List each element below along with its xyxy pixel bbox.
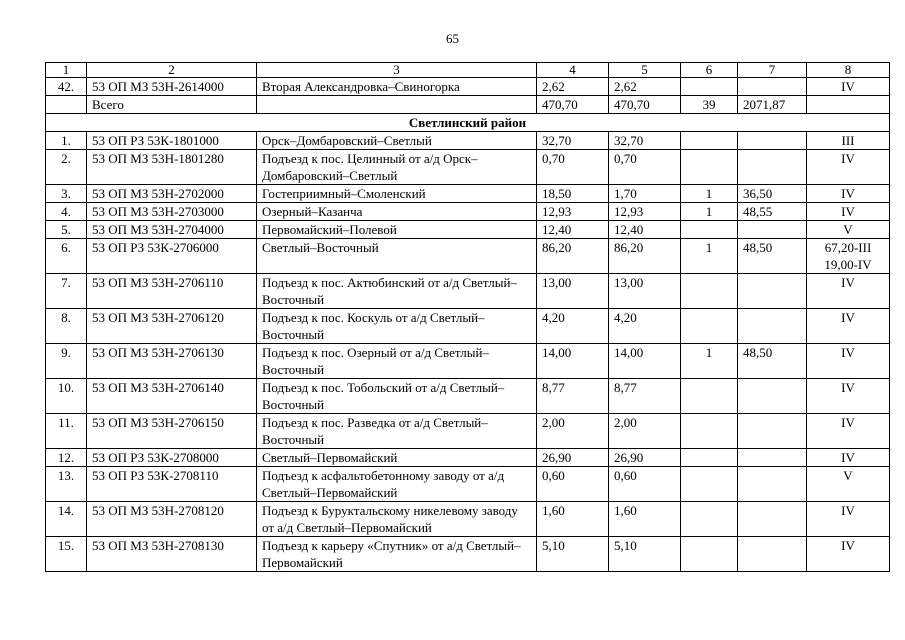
row-number-cell: 2. <box>46 150 87 185</box>
category-value: V <box>843 468 853 483</box>
bridges-count-cell <box>681 132 738 150</box>
bridges-count-cell <box>681 537 738 572</box>
row-number-cell: 15. <box>46 537 87 572</box>
bridges-length-cell <box>738 537 807 572</box>
category-value: 67,20-III <box>824 240 872 255</box>
road-name-cell: Подъезд к пос. Целинный от а/д Орск–Домбаровский–Светлый <box>257 150 537 185</box>
length-cell: 4,20 <box>537 309 609 344</box>
length-cell: 32,70 <box>537 132 609 150</box>
bridges-length-cell: 36,50 <box>738 185 807 203</box>
length-cell: 86,20 <box>537 239 609 274</box>
column-number: 8 <box>807 63 890 78</box>
bridges-length-cell <box>738 467 807 502</box>
length-cell: 12,93 <box>537 203 609 221</box>
bridges-count-cell <box>681 414 738 449</box>
bridges-count-cell <box>681 221 738 239</box>
row-number-cell: 10. <box>46 379 87 414</box>
category-cell <box>807 274 890 309</box>
bridges-count-cell <box>681 379 738 414</box>
length-cell: 1,60 <box>537 502 609 537</box>
length-cell: 470,70 <box>537 96 609 114</box>
road-name-cell: Подъезд к пос. Тобольский от а/д Светлый–Восточный <box>257 379 537 414</box>
column-number: 6 <box>681 63 738 78</box>
category-cell <box>807 414 890 449</box>
row-number-cell: 11. <box>46 414 87 449</box>
length-cell: 8,77 <box>537 379 609 414</box>
column-number: 3 <box>257 63 537 78</box>
road-code-cell: 53 ОП РЗ 53К-2708000 <box>87 449 257 467</box>
page-number: 65 <box>446 31 459 46</box>
row-number-cell: 13. <box>46 467 87 502</box>
length-cell: 2,00 <box>537 414 609 449</box>
bridges-count-cell <box>681 502 738 537</box>
category-cell <box>807 537 890 572</box>
row-number-cell: 4. <box>46 203 87 221</box>
surface-length-cell: 2,62 <box>609 78 681 96</box>
length-cell: 2,62 <box>537 78 609 96</box>
surface-length-cell: 1,60 <box>609 502 681 537</box>
category-cell <box>807 502 890 537</box>
table-row <box>46 274 890 309</box>
table-row <box>46 502 890 537</box>
surface-length-cell: 8,77 <box>609 379 681 414</box>
category-cell <box>807 185 890 203</box>
surface-length-cell: 13,00 <box>609 274 681 309</box>
bridges-count-cell <box>681 309 738 344</box>
table-body <box>46 63 890 572</box>
bridges-length-cell: 48,55 <box>738 203 807 221</box>
road-name-cell: Первомайский–Полевой <box>257 221 537 239</box>
bridges-length-cell <box>738 449 807 467</box>
surface-length-cell: 14,00 <box>609 344 681 379</box>
surface-length-cell: 0,70 <box>609 150 681 185</box>
section-title: Светлинский район <box>46 114 890 132</box>
road-code-cell: 53 ОП РЗ 53К-2708110 <box>87 467 257 502</box>
table-row <box>46 379 890 414</box>
bridges-length-cell <box>738 78 807 96</box>
length-cell: 5,10 <box>537 537 609 572</box>
length-cell: 12,40 <box>537 221 609 239</box>
category-cell <box>807 96 890 114</box>
table-row <box>46 449 890 467</box>
table-row <box>46 78 890 96</box>
category-value: IV <box>841 310 855 325</box>
road-name-cell <box>257 96 537 114</box>
road-name-cell: Подъезд к асфальтобетонному заводу от а/д Светлый–Первомайский <box>257 467 537 502</box>
length-cell: 14,00 <box>537 344 609 379</box>
category-value: III <box>841 133 855 148</box>
category-value: IV <box>841 204 855 219</box>
bridges-count-cell <box>681 467 738 502</box>
row-number-cell: 6. <box>46 239 87 274</box>
category-value: V <box>843 222 853 237</box>
table-row <box>46 239 890 274</box>
category-value: IV <box>841 415 855 430</box>
length-cell: 0,70 <box>537 150 609 185</box>
bridges-count-cell <box>681 78 738 96</box>
bridges-length-cell <box>738 502 807 537</box>
column-number: 5 <box>609 63 681 78</box>
bridges-length-cell: 48,50 <box>738 239 807 274</box>
bridges-count-cell: 1 <box>681 203 738 221</box>
bridges-count-cell <box>681 274 738 309</box>
road-name-cell: Вторая Александровка–Свиногорка <box>257 78 537 96</box>
category-value: IV <box>841 345 855 360</box>
table-row <box>46 344 890 379</box>
bridges-count-cell: 1 <box>681 344 738 379</box>
length-cell: 13,00 <box>537 274 609 309</box>
bridges-count-cell: 1 <box>681 185 738 203</box>
bridges-length-cell <box>738 132 807 150</box>
road-name-cell: Подъезд к пос. Коскуль от а/д Светлый–Восточный <box>257 309 537 344</box>
roads-table <box>45 62 890 572</box>
row-number-cell: 7. <box>46 274 87 309</box>
road-name-cell: Подъезд к пос. Озерный от а/д Светлый–Восточный <box>257 344 537 379</box>
road-code-cell: 53 ОП МЗ 53Н-2708130 <box>87 537 257 572</box>
table-row <box>46 132 890 150</box>
table-row <box>46 150 890 185</box>
category-cell <box>807 203 890 221</box>
length-cell: 26,90 <box>537 449 609 467</box>
surface-length-cell: 5,10 <box>609 537 681 572</box>
surface-length-cell: 2,00 <box>609 414 681 449</box>
surface-length-cell: 32,70 <box>609 132 681 150</box>
surface-length-cell: 26,90 <box>609 449 681 467</box>
column-number-row <box>46 63 890 78</box>
row-number-cell: 9. <box>46 344 87 379</box>
category-cell <box>807 467 890 502</box>
table-row <box>46 537 890 572</box>
bridges-length-cell <box>738 309 807 344</box>
table-row <box>46 467 890 502</box>
road-name-cell: Подъезд к пос. Актюбинский от а/д Светлый–Восточный <box>257 274 537 309</box>
table-row <box>46 221 890 239</box>
bridges-count-cell <box>681 150 738 185</box>
category-value: IV <box>841 450 855 465</box>
road-code-cell: 53 ОП МЗ 53Н-2702000 <box>87 185 257 203</box>
bridges-length-cell <box>738 274 807 309</box>
category-value: IV <box>841 503 855 518</box>
column-number: 2 <box>87 63 257 78</box>
row-number-cell: 12. <box>46 449 87 467</box>
surface-length-cell: 0,60 <box>609 467 681 502</box>
road-name-cell: Орск–Домбаровский–Светлый <box>257 132 537 150</box>
bridges-length-cell <box>738 379 807 414</box>
category-value: 19,00-IV <box>824 257 872 272</box>
table-row <box>46 185 890 203</box>
surface-length-cell: 4,20 <box>609 309 681 344</box>
category-value: IV <box>841 538 855 553</box>
row-number-cell: 5. <box>46 221 87 239</box>
road-code-cell: 53 ОП МЗ 53Н-2708120 <box>87 502 257 537</box>
road-code-cell: 53 ОП МЗ 53Н-2706150 <box>87 414 257 449</box>
bridges-length-cell <box>738 414 807 449</box>
table-row <box>46 96 890 114</box>
bridges-length-cell <box>738 221 807 239</box>
category-value: IV <box>841 380 855 395</box>
category-value: IV <box>841 275 855 290</box>
category-cell <box>807 221 890 239</box>
category-cell <box>807 78 890 96</box>
bridges-length-cell <box>738 150 807 185</box>
category-value: IV <box>841 79 855 94</box>
road-name-cell: Озерный–Казанча <box>257 203 537 221</box>
row-number-cell <box>46 96 87 114</box>
road-code-cell: 53 ОП МЗ 53Н-2703000 <box>87 203 257 221</box>
row-number-cell: 42. <box>46 78 87 96</box>
bridges-count-cell: 1 <box>681 239 738 274</box>
column-number: 7 <box>738 63 807 78</box>
road-code-cell: 53 ОП МЗ 53Н-2706120 <box>87 309 257 344</box>
length-cell: 18,50 <box>537 185 609 203</box>
row-number-cell: 1. <box>46 132 87 150</box>
category-value: IV <box>841 151 855 166</box>
road-name-cell: Подъезд к Буруктальскому никелевому заводу от а/д Светлый–Первомайский <box>257 502 537 537</box>
category-value: IV <box>841 186 855 201</box>
table-row <box>46 414 890 449</box>
category-cell <box>807 150 890 185</box>
bridges-count-cell <box>681 449 738 467</box>
category-cell <box>807 239 890 274</box>
surface-length-cell: 86,20 <box>609 239 681 274</box>
category-cell <box>807 309 890 344</box>
length-cell: 0,60 <box>537 467 609 502</box>
road-code-cell: 53 ОП МЗ 53Н-2614000 <box>87 78 257 96</box>
row-number-cell: 14. <box>46 502 87 537</box>
road-name-cell: Подъезд к пос. Разведка от а/д Светлый–Восточный <box>257 414 537 449</box>
road-code-cell: Всего <box>87 96 257 114</box>
bridges-count-cell: 39 <box>681 96 738 114</box>
surface-length-cell: 470,70 <box>609 96 681 114</box>
bridges-length-cell: 2071,87 <box>738 96 807 114</box>
road-code-cell: 53 ОП МЗ 53Н-2706110 <box>87 274 257 309</box>
road-code-cell: 53 ОП МЗ 53Н-2706130 <box>87 344 257 379</box>
surface-length-cell: 12,40 <box>609 221 681 239</box>
road-name-cell: Подъезд к карьеру «Спутник» от а/д Светлый–Первомайский <box>257 537 537 572</box>
road-code-cell: 53 ОП МЗ 53Н-2706140 <box>87 379 257 414</box>
road-name-cell: Светлый–Восточный <box>257 239 537 274</box>
column-number: 4 <box>537 63 609 78</box>
road-code-cell: 53 ОП МЗ 53Н-2704000 <box>87 221 257 239</box>
road-code-cell: 53 ОП РЗ 53К-2706000 <box>87 239 257 274</box>
table-row <box>46 309 890 344</box>
category-cell <box>807 449 890 467</box>
column-number: 1 <box>46 63 87 78</box>
category-cell <box>807 379 890 414</box>
table-row <box>46 203 890 221</box>
category-cell <box>807 132 890 150</box>
category-cell <box>807 344 890 379</box>
row-number-cell: 3. <box>46 185 87 203</box>
row-number-cell: 8. <box>46 309 87 344</box>
surface-length-cell: 12,93 <box>609 203 681 221</box>
bridges-length-cell: 48,50 <box>738 344 807 379</box>
section-row <box>46 114 890 132</box>
road-name-cell: Гостеприимный–Смоленский <box>257 185 537 203</box>
road-code-cell: 53 ОП РЗ 53К-1801000 <box>87 132 257 150</box>
road-code-cell: 53 ОП МЗ 53Н-1801280 <box>87 150 257 185</box>
surface-length-cell: 1,70 <box>609 185 681 203</box>
road-name-cell: Светлый–Первомайский <box>257 449 537 467</box>
